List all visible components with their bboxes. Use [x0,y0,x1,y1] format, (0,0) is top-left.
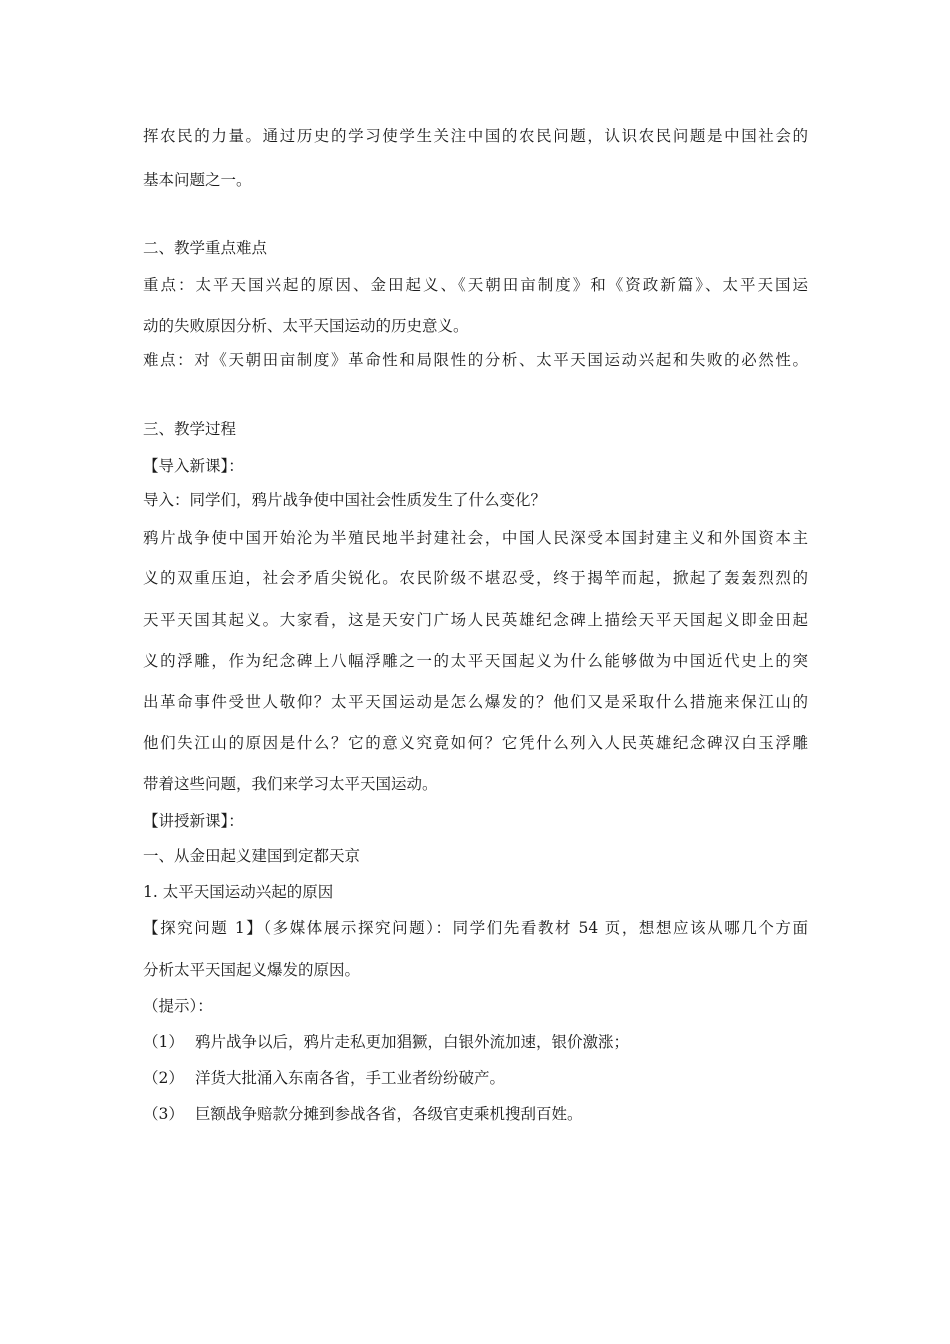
difficulty-line: 难点：对《天朝田亩制度》革命性和局限性的分析、太平天国运动兴起和失败的必然性。 [143,351,808,369]
intro-line-2: 基本问题之一。 [143,171,252,189]
focus-line-1: 重点：太平天国兴起的原因、金田起义、《天朝田亩制度》和《资政新篇》、太平天国运 [143,276,808,294]
explore-question-line-1: 【探究问题 1】（多媒体展示探究问题）：同学们先看教材 54 页，想想应该从哪几个方面 [143,919,808,937]
paragraph-line-4: 义的浮雕，作为纪念碑上八幅浮雕之一的太平天国起义为什么能够做为中国近代史上的突 [143,652,808,670]
hint-number: （2） [143,1069,184,1087]
intro-question: 导入：同学们，鸦片战争使中国社会性质发生了什么变化？ [143,491,547,509]
paragraph-line-5: 出革命事件受世人敬仰？太平天国运动是怎么爆发的？他们又是采取什么措施来保江山的 [143,693,808,711]
paragraph-line-6: 他们失江山的原因是什么？它的意义究竟如何？它凭什么列入人民英雄纪念碑汉白玉浮雕 [143,734,808,752]
section-2-heading: 二、教学重点难点 [143,239,268,257]
hint-text: 巨额战争赔款分摊到参战各省，各级官吏乘机搜刮百姓。 [195,1105,583,1123]
lecture-tag: 【讲授新课】： [143,812,244,830]
hint-number: （3） [143,1105,184,1123]
section-3-heading: 三、教学过程 [143,420,237,438]
hint-item [143,1032,808,1052]
subsection-1-heading: 一、从金田起义建国到定都天京 [143,847,361,865]
intro-lesson-tag: 【导入新课】： [143,457,244,475]
explore-question-line-2: 分析太平天国起义爆发的原因。 [143,961,361,979]
hint-item [143,1068,808,1088]
hint-item [143,1104,808,1124]
paragraph-line-7: 带着这些问题，我们来学习太平天国运动。 [143,775,438,793]
hint-label: （提示）： [143,997,213,1015]
hint-text: 洋货大批涌入东南各省，手工业者纷纷破产。 [195,1069,506,1087]
paragraph-line-2: 义的双重压迫，社会矛盾尖锐化。农民阶级不堪忍受，终于揭竿而起，掀起了轰轰烈烈的 [143,569,808,587]
item-1-heading: 1. 太平天国运动兴起的原因 [143,883,334,901]
paragraph-line-1: 鸦片战争使中国开始沦为半殖民地半封建社会，中国人民深受本国封建主义和外国资本主 [143,529,808,547]
paragraph-line-3: 天平天国其起义。大家看，这是天安门广场人民英雄纪念碑上描绘天平天国起义即金田起 [143,611,808,629]
hint-text: 鸦片战争以后，鸦片走私更加猖獗，白银外流加速，银价激涨； [195,1033,630,1051]
focus-line-2: 动的失败原因分析、太平天国运动的历史意义。 [143,317,469,335]
hint-number: （1） [143,1033,184,1051]
intro-line-1: 挥农民的力量。通过历史的学习使学生关注中国的农民问题，认识农民问题是中国社会的 [143,127,808,145]
